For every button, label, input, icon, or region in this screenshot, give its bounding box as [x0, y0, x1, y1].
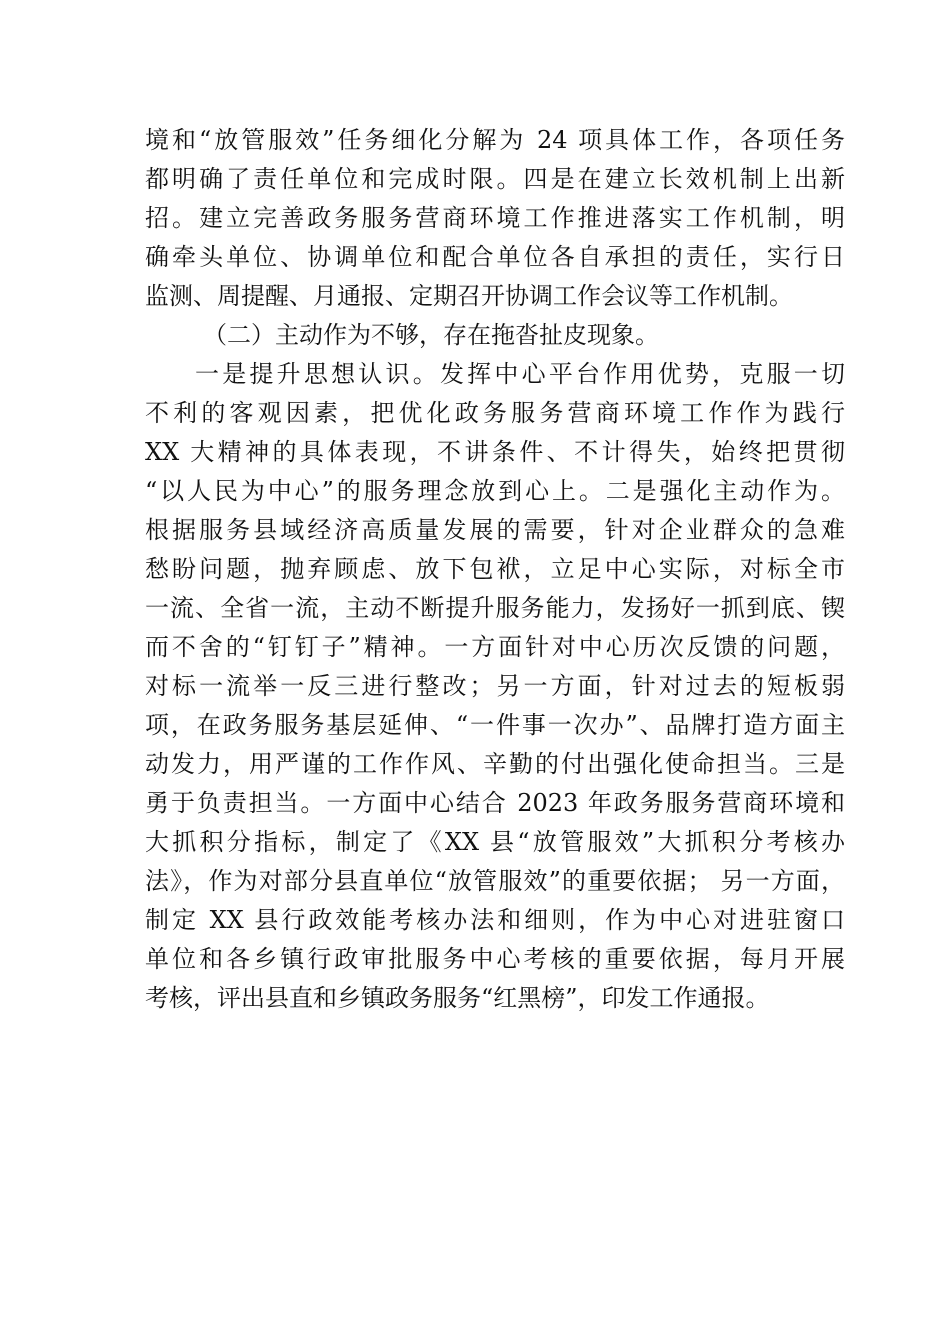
text-line: XX 大精神的具体表现，不讲条件、不计得失，始终把贯彻	[145, 438, 845, 466]
text-line: 项，在政务服务基层延伸、“一件事一次办”、品牌打造方面主	[145, 711, 845, 739]
section-heading-text: （二）主动作为不够，存在拖沓扯皮现象。	[203, 321, 659, 349]
text-line: 不利的客观因素，把优化政务服务营商环境工作作为践行	[145, 399, 845, 427]
text-line: 监测、周提醒、月通报、定期召开协调工作会议等工作机制。	[145, 282, 793, 310]
text-line: 单位和各乡镇行政审批服务中心考核的重要依据，每月开展	[145, 945, 845, 973]
text-line: 一流、全省一流，主动不断提升服务能力，发扬好一抓到底、锲	[145, 594, 845, 622]
text-line: 都明确了责任单位和完成时限。四是在建立长效机制上出新	[145, 165, 845, 193]
section-heading	[145, 316, 845, 355]
text-line: 法》，作为对部分县直单位“放管服效”的重要依据； 另一方面，	[145, 867, 845, 895]
text-line: 根据服务县域经济高质量发展的需要，针对企业群众的急难	[145, 516, 845, 544]
text-line: 一是提升思想认识。发挥中心平台作用优势，克服一切	[195, 360, 845, 388]
document-body	[145, 121, 845, 1018]
text-line: 招。建立完善政务服务营商环境工作推进落实工作机制，明	[145, 204, 845, 232]
text-line: 境和“放管服效”任务细化分解为 24 项具体工作，各项任务	[145, 126, 845, 154]
text-line: 勇于负责担当。一方面中心结合 2023 年政务服务营商环境和	[145, 789, 845, 817]
paragraph-2	[145, 355, 845, 1018]
text-line: 而不舍的“钉钉子”精神。一方面针对中心历次反馈的问题，	[145, 633, 845, 661]
text-line: 对标一流举一反三进行整改；另一方面，针对过去的短板弱	[145, 672, 845, 700]
text-line: “以人民为中心”的服务理念放到心上。二是强化主动作为。	[145, 477, 845, 505]
text-line: 动发力，用严谨的工作作风、辛勤的付出强化使命担当。三是	[145, 750, 845, 778]
paragraph-1	[145, 121, 845, 316]
text-line: 考核，评出县直和乡镇政务服务“红黑榜”，印发工作通报。	[145, 984, 770, 1012]
text-line: 愁盼问题，抛弃顾虑、放下包袱，立足中心实际，对标全市	[145, 555, 845, 583]
text-line: 制定 XX 县行政效能考核办法和细则，作为中心对进驻窗口	[145, 906, 845, 934]
text-line: 确牵头单位、协调单位和配合单位各自承担的责任，实行日	[145, 243, 845, 271]
text-line: 大抓积分指标，制定了《XX 县“放管服效”大抓积分考核办	[145, 828, 845, 856]
